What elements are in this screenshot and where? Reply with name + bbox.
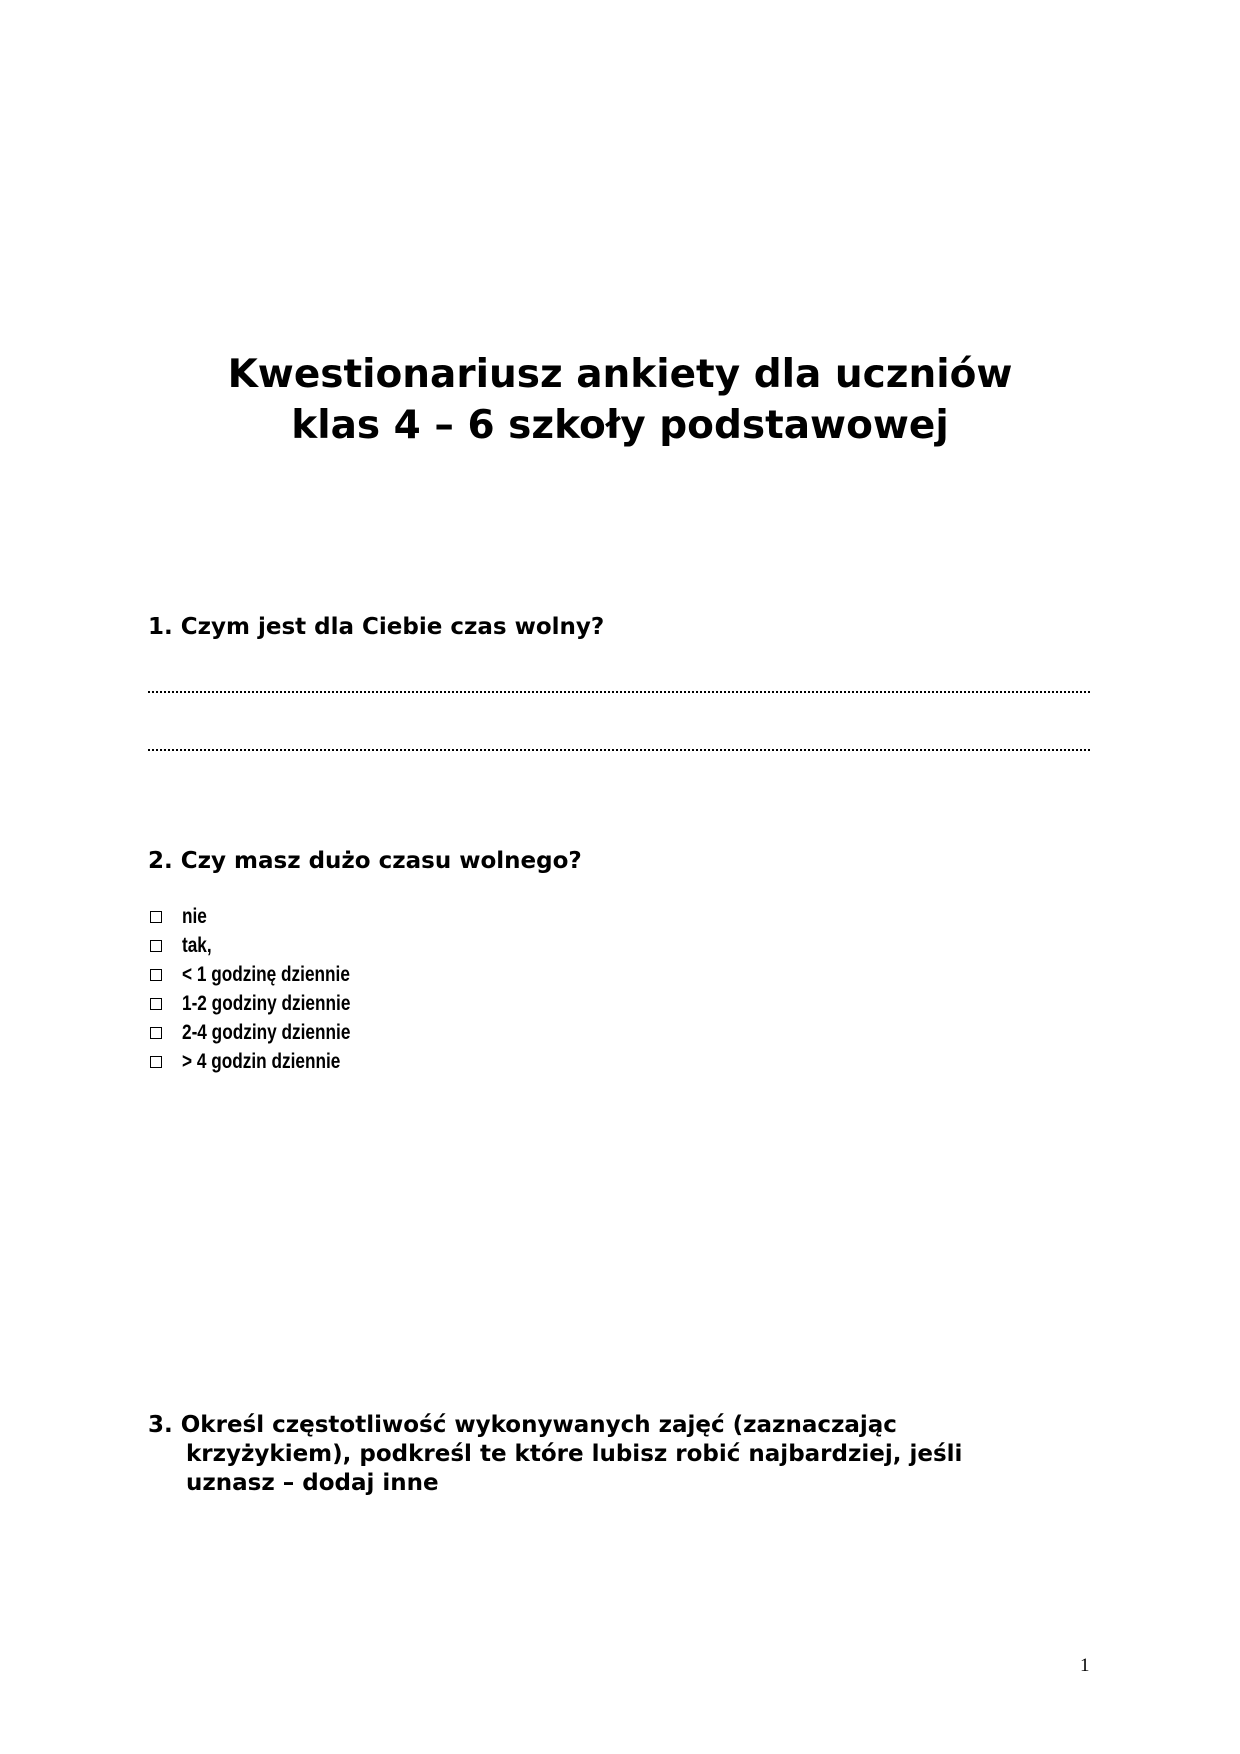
option-item [148,1018,387,1047]
question-2-options [148,902,387,1076]
option-item [148,1047,387,1076]
checkbox[interactable] [150,969,162,981]
option-label: tak, [182,933,212,957]
page-number: 1 [1080,1655,1090,1676]
option-label: > 4 godzin dziennie [182,1049,341,1073]
option-label: nie [182,904,207,928]
checkbox[interactable] [150,940,162,952]
answer-line-1 [148,691,1090,693]
checkbox[interactable] [150,1056,162,1068]
option-label: 2-4 godziny dziennie [182,1020,351,1044]
question-2: 2. Czy masz dużo czasu wolnego? [148,848,582,874]
option-label: 1-2 godziny dziennie [182,991,351,1015]
checkbox[interactable] [150,911,162,923]
question-3-line-3: uznasz – dodaj inne [186,1470,439,1496]
option-item [148,931,387,960]
option-label: < 1 godzinę dziennie [182,962,350,986]
option-item [148,989,387,1018]
title-line-2: klas 4 – 6 szkoły podstawowej [291,403,949,448]
option-item [148,960,387,989]
option-item [148,902,387,931]
question-3-line-2: krzyżykiem), podkreśl te które lubisz robić najbardziej, jeśli [186,1441,963,1467]
checkbox[interactable] [150,1027,162,1039]
answer-line-2 [148,749,1090,751]
title-line-1: Kwestionariusz ankiety dla uczniów [227,352,1013,397]
question-1: 1. Czym jest dla Ciebie czas wolny? [148,614,605,640]
checkbox[interactable] [150,998,162,1010]
question-3-line-1: 3. Określ częstotliwość wykonywanych zajęć (zaznaczając [148,1412,897,1438]
